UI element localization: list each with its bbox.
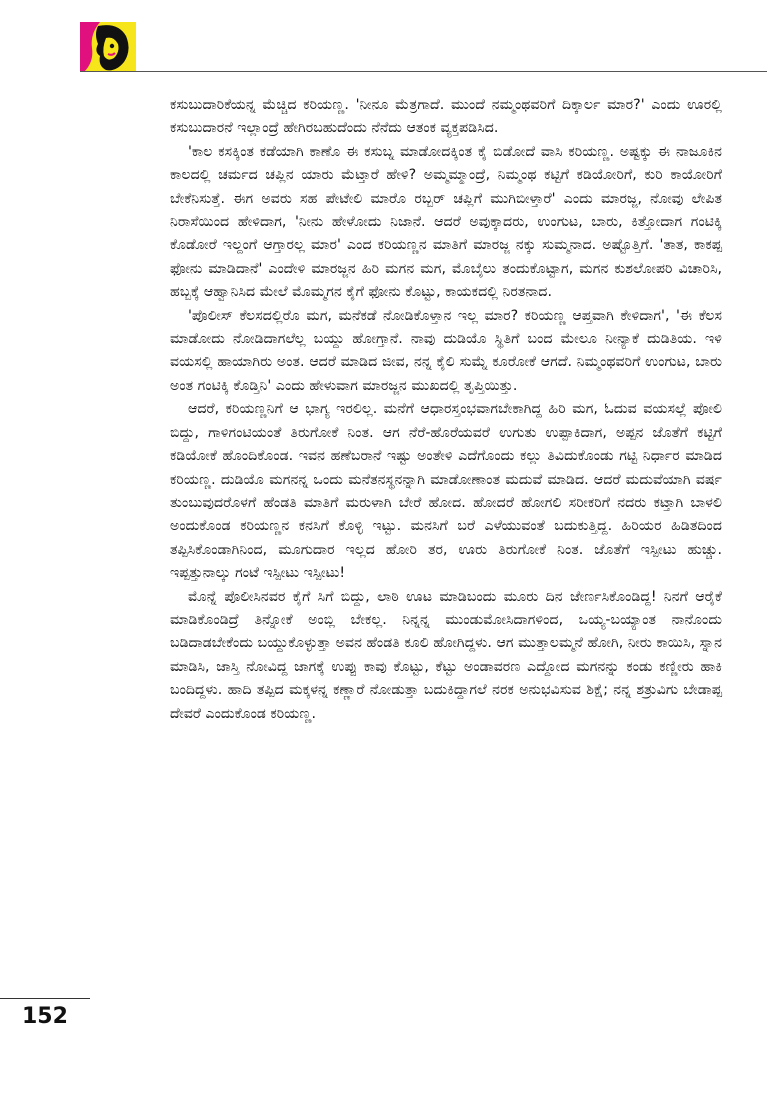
paragraph: 'ಕಾಲ ಕಸಕ್ಕಿಂತ ಕಡೆಯಾಗಿ ಕಾಣೊ ಈ ಕಸುಬ್ನ ಮಾಡೋದಕ್ಕಿಂತ ಕೈ ಬಿಡೋದೆ ವಾಸಿ ಕರಿಯಣ್ಣ. ಅಷ್ಟಕ್ಕು ಈ ನಾಜೂಕಿನ ಕಾಲದಲ್ಲಿ ಚರ್ಮದ ಚಪ್ಲಿನ ಯಾರು ಮೆಟ್ತಾರೆ ಹೇಳಿ? ಅಮ್ಮಮ್ಮಾಂದ್ರೆ, ನಿಮ್ಮಂಥ ಕಟ್ಟಿಗೆ ಕಡಿಯೋರಿಗೆ, ಕುರಿ ಕಾಯೋರಿಗೆ ಬೇಕೆನಿಸುತ್ತೆ. ಈಗ ಅವರು ಸಹ ಪೇಟೇಲಿ ಮಾರೊ ರಬ್ಬರ್ ಚಪ್ಲಿಗೆ ಮುಗಿಬೀಳ್ತಾರೆ' ಎಂದು ಮಾರಜ್ಜ, ನೋವು ಲೇಪಿತ ನಿರಾಸೆಯಿಂದ ಹೇಳಿದಾಗ, 'ನೀನು ಹೇಳೋದು ನಿಜಾನೆ. ಆದರೆ ಅವುಕ್ಕಾದರು, ಉಂಗುಟ, ಬಾರು, ಕಿತ್ತೋದಾಗ ಗಂಟಿಕ್ಕಿ ಕೊಡೋರೆ ಇಲ್ದಂಗೆ ಆಗ್ತಾರಲ್ಲ ಮಾರ' ಎಂದ ಕರಿಯಣ್ಣನ ಮಾತಿಗೆ ಮಾರಜ್ಜ ನಕ್ಕು ಸುಮ್ಮನಾದ. ಅಷ್ಟೊತ್ತಿಗೆ. 'ತಾತ, ಕಾಕಪ್ಪ ಫೋನು ಮಾಡಿದಾನೆ' ಎಂದೇಳಿ ಮಾರಜ್ಜನ ಹಿರಿ ಮಗನ ಮಗ, ಮೊಬೈಲು ತಂದುಕೊಟ್ಟಾಗ, ಮಗನ ಕುಶಲೋಪರಿ ವಿಚಾರಿಸಿ, ಹಬ್ಬಕ್ಕೆ ಆಹ್ವಾನಿಸಿದ ಮೇಲೆ ಮೊಮ್ಮಗನ ಕೈಗೆ ಫೋನು ಕೊಟ್ಟು, ಕಾಯಕದಲ್ಲಿ ನಿರತನಾದ. [170, 143, 722, 301]
stylized-face-logo-icon [80, 22, 136, 72]
footer-divider [0, 998, 90, 999]
paragraph: ಮೊನ್ನೆ ಪೊಲೀಸಿನವರ ಕೈಗೆ ಸಿಗೆ ಬಿದ್ದು, ಲಾಠಿ ಊಟ ಮಾಡಿಬಂದು ಮೂರು ದಿನ ಜೇರ್ಣಸಿಕೊಂಡಿದ್ದ! ನಿನಗೆ ಆರೈಕೆ ಮಾಡಿಕೊಂಡಿದ್ರೆ ತಿನ್ನೋಕೆ ಅಂಬ್ಲಿ ಬೇಕಲ್ಲ. ನಿನ್ನನ್ನ ಮುಂಡುಮೋಸಿದಾಗಳಿಂದ, ಒಯ್ಯ-ಬಯ್ಯಾಂತ ನಾನೊಂದು ಬಡಿದಾಡಬೇಕೆಂದು ಬಯ್ದುಕೊಳ್ಳುತ್ತಾ ಅವನ ಹೆಂಡತಿ ಕೂಲಿ ಹೋಗಿದ್ದಳು. ಆಗ ಮುತ್ತಾಲಮ್ಮನೆ ಹೋಗಿ, ನೀರು ಕಾಯಿಸಿ, ಸ್ನಾನ ಮಾಡಿಸಿ, ಜಾಸ್ತಿ ನೋವಿದ್ದ ಜಾಗಕ್ಕೆ ಉಪ್ಪು ಕಾವು ಕೊಟ್ಟು, ಕೆಟ್ಟು ಅಂಡಾವರಣ ಎದ್ದೋದ ಮಗನನ್ನು ಕಂಡು ಕಣ್ಣೀರು ಹಾಕಿ ಬಂದಿದ್ದಳು. ಹಾದಿ ತಪ್ಪಿದ ಮಕ್ಕಳನ್ನ ಕಣ್ಣಾರೆ ನೋಡುತ್ತಾ ಬದುಕಿದ್ದಾಗಲೆ ನರಕ ಅನುಭವಿಸುವ ಶಿಕ್ಷೆ; ನನ್ನ ಶತ್ರುವಿಗು ಬೇಡಾಪ್ಪ ದೇವರೆ ಎಂದುಕೊಂಡ ಕರಿಯಣ್ಣ. [170, 588, 722, 722]
page-number: 152 [22, 1004, 68, 1029]
paragraph: 'ಪೊಲೀಸ್ ಕೆಲಸದಲ್ಲಿರೊ ಮಗ, ಮನೆಕಡೆ ನೋಡಿಕೊಳ್ತಾನ ಇಲ್ಲ ಮಾರ? ಕರಿಯಣ್ಣ ಆಪ್ತವಾಗಿ ಕೇಳಿದಾಗ', 'ಈ ಕೆಲಸ ಮಾಡೋದು ನೋಡಿದಾಗಲೆಲ್ಲ ಬಯ್ದು ಹೋಗ್ತಾನೆ. ನಾವು ದುಡಿಯೊ ಸ್ಥಿತಿಗೆ ಬಂದ ಮೇಲೂ ನೀನ್ಯಾಕೆ ದುಡಿತಿಯ. ಇಳಿ ವಯಸಲ್ಲಿ ಹಾಯಾಗಿರು ಅಂತ. ಆದರೆ ಮಾಡಿದ ಜೀವ, ನನ್ನ ಕೈಲಿ ಸುಮ್ನೆ ಕೂರೋಕೆ ಆಗದೆ. ನಿಮ್ಮಂಥವರಿಗೆ ಉಂಗುಟ, ಬಾರು ಅಂತ ಗಂಟಿಕ್ಕಿ ಕೊಡ್ತಿನಿ' ಎಂದು ಹೇಳುವಾಗ ಮಾರಜ್ಜನ ಮುಖದಲ್ಲಿ ತೃಪ್ತಿಯಿತ್ತು. [170, 307, 722, 394]
header-divider [80, 71, 767, 72]
page-body [170, 94, 722, 726]
paragraph: ಕಸುಬುದಾರಿಕೆಯನ್ನ ಮೆಚ್ಚಿದ ಕರಿಯಣ್ಣ. 'ನೀನೂ ಮೆತ್ರಗಾದೆ. ಮುಂದೆ ನಮ್ಮಂಥವರಿಗೆ ದಿಕ್ಕಾರ್ಲ ಮಾರ?' ಎಂದು ಊರಲ್ಲಿ ಕಸುಬುದಾರನೆ ಇಲ್ಲಾಂದ್ರೆ ಹೇಗಿರಬಹುದೆಂದು ನೆನೆದು ಆತಂಕ ವ್ಯಕ್ತಪಡಿಸಿದ. [170, 97, 722, 137]
paragraph: ಆದರೆ, ಕರಿಯಣ್ಣನಿಗೆ ಆ ಭಾಗ್ಯ ಇರಲಿಲ್ಲ. ಮನೆಗೆ ಆಧಾರಸ್ತಂಭವಾಗಬೇಕಾಗಿದ್ದ ಹಿರಿ ಮಗ, ಓದುವ ವಯಸಲ್ಲೆ ಪೋಲಿ ಬಿದ್ದು, ಗಾಳಿಗಂಟಿಯಂತೆ ತಿರುಗೋಕೆ ನಿಂತ. ಆಗ ನೆರೆ-ಹೊರೆಯವರೆ ಉಗುತು ಉಪ್ಪಾಕಿದಾಗ, ಅಪ್ಪನ ಜೊತೆಗೆ ಕಟ್ಟಿಗೆ ಕಡಿಯೋಕೆ ಹೊಂದಿಕೊಂಡ. ಇವನ ಹಣೆಬರಾನೆ ಇಷ್ಟು ಅಂತೇಳಿ ಎದೆಗೊಂದು ಕಲ್ಲು ತಿವಿದುಕೊಂಡು ಗಟ್ಟಿ ನಿರ್ಧಾರ ಮಾಡಿದ ಕರಿಯಣ್ಣ. ದುಡಿಯೊ ಮಗನನ್ನ ಒಂದು ಮನೆತನಸ್ಥನನ್ನಾಗಿ ಮಾಡೋಣಾಂತ ಮದುವೆ ಮಾಡಿದ. ಆದರೆ ಮದುವೆಯಾಗಿ ವರ್ಷ ತುಂಬುವುದರೊಳಗೆ ಹೆಂಡತಿ ಮಾತಿಗೆ ಮರುಳಾಗಿ ಬೇರೆ ಹೋದ. ಹೋದರೆ ಹೋಗಲಿ ಸರೀಕರಿಗೆ ನದರು ಕಟ್ತಾಗಿ ಬಾಳಲಿ ಅಂದುಕೊಂಡ ಕರಿಯಣ್ಣನ ಕನಸಿಗೆ ಕೊಳ್ಳಿ ಇಟ್ಟು. ಮನಸಿಗೆ ಬರೆ ಎಳೆಯುವಂತೆ ಬದುಕುತ್ತಿದ್ದ. ಹಿರಿಯರ ಹಿಡಿತದಿಂದ ತಪ್ಪಿಸಿಕೊಂಡಾಗಿನಿಂದ, ಮೂಗುದಾರ ಇಲ್ಲದ ಹೋರಿ ತರ, ಊರು ತಿರುಗೋಕೆ ನಿಂತ. ಜೊತೆಗೆ ಇಸ್ಪೀಟು ಹುಚ್ಚು. ಇಪ್ಪತ್ತುನಾಲ್ಕು ಗಂಟೆ ಇಸ್ಪೀಟು ಇಸ್ಪೀಟು! [170, 401, 722, 582]
